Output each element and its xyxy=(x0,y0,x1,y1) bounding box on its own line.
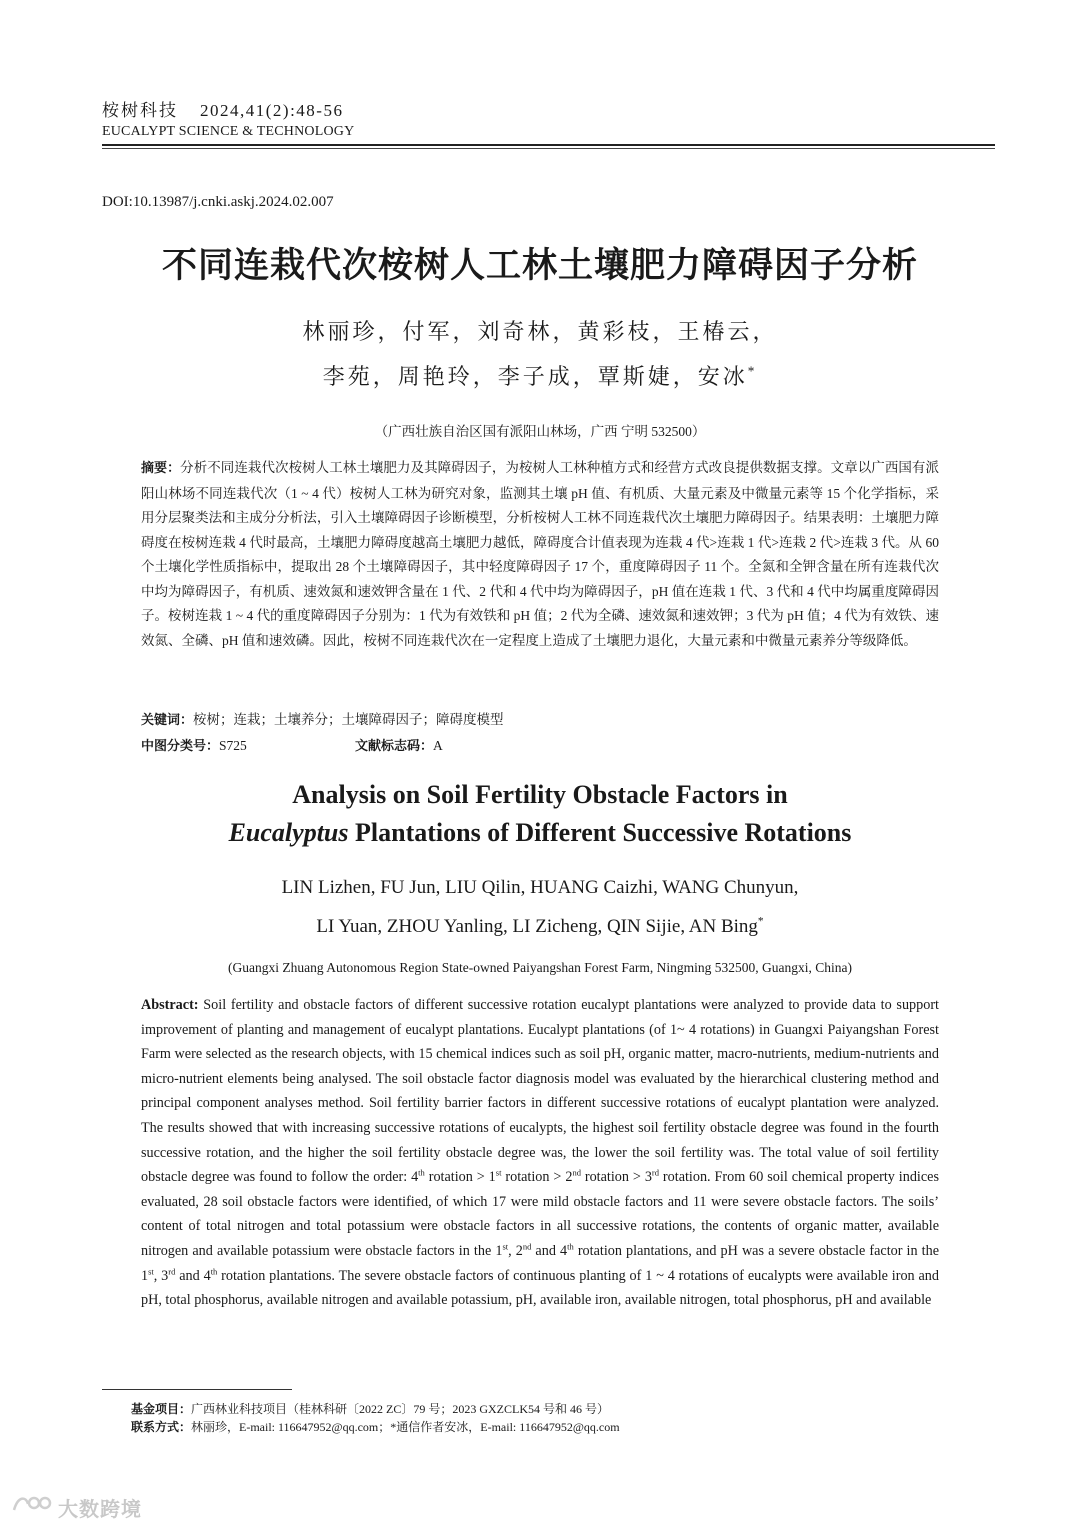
abstract-cn xyxy=(141,456,939,653)
ordinal-suffix: st xyxy=(502,1241,509,1252)
abstract-en-part: rotation > 3 xyxy=(580,1169,652,1186)
contact-text: 林丽珍，E-mail: 116647952@qq.com；*通信作者安冰，E-mail: 116647952@qq.com xyxy=(191,1420,620,1434)
abstract-en-part: rotation > 2 xyxy=(501,1169,573,1186)
abstract-en-part: , 2 xyxy=(508,1242,523,1259)
classification-number xyxy=(141,735,247,758)
authors-cn-line2-text: 李苑，周艳玲，李子成，覃斯婕，安冰 xyxy=(322,364,748,389)
abstract-en-part: , 3 xyxy=(153,1267,169,1284)
ordinal-suffix: nd xyxy=(522,1241,532,1252)
abstract-en-part: and 4 xyxy=(531,1242,568,1259)
abstract-en-part: Soil fertility and obstacle factors of different successive rotation eucalypt plantations were analyzed to provide data to support improvement of planting and management of eucalypt plantations. Eucalypt plantations (of 1~ 4 rotations) in Guangxi Paiyangshan Forest Farm were selected as the research objects, with 15 chemical indices such as soil pH, organic matter, macro-nutrients, medium-nutrients and micro-nutrient elements being analysed. The soil obstacle factor diagnosis model was evaluated by the hierarchical clustering method and principal component analyses method. Soil fertility barrier factors in different successive rotations of eucalypt plantation were analyzed. The results showed that with increasing successive rotations of eucalypts, the highest soil fertility obstacle degree was found in the fourth successive rotation, and the higher the soil fertility obstacle degree was, the lower the soil fertility was. The total value of soil fertility obstacle degree was found to follow the order: 4 xyxy=(141,997,939,1186)
classification-value: S725 xyxy=(219,738,247,753)
abstract-en-part: rotation > 1 xyxy=(424,1169,496,1186)
abstract-en xyxy=(141,993,939,1313)
contact-label: 联系方式： xyxy=(131,1420,192,1434)
funding-label: 基金项目： xyxy=(131,1402,192,1416)
affiliation-cn: （广西壮族自治区国有派阳山林场，广西 宁明 532500） xyxy=(374,424,706,439)
journal-volume: 2024,41(2):48-56 xyxy=(200,101,344,120)
watermark xyxy=(12,1490,152,1520)
journal-header xyxy=(102,100,995,141)
watermark-logo-icon xyxy=(12,1492,52,1516)
ordinal-suffix: th xyxy=(567,1241,574,1252)
document-code xyxy=(355,735,443,758)
ordinal-suffix: nd xyxy=(572,1167,581,1178)
ordinal-suffix: rd xyxy=(168,1265,176,1276)
footnote-funding xyxy=(131,1401,609,1418)
authors-en-line2 xyxy=(0,916,1080,938)
abstract-en-label: Abstract: xyxy=(141,997,199,1013)
header-rule-thick xyxy=(102,144,995,146)
header-rule-thin xyxy=(102,148,995,149)
authors-en-line2-text: LI Yuan, ZHOU Yanling, LI Zicheng, QIN Sijie, AN Bing xyxy=(316,916,758,937)
abstract-en-part: rotation plantations, and pH was a severe obstacle factor in the 1 xyxy=(141,1242,939,1284)
authors-en-line1: LIN Lizhen, FU Jun, LIU Qilin, HUANG Caizhi, WANG Chunyun, xyxy=(281,877,799,898)
funding-text: 广西林业科技项目（桂林科研〔2022 ZC〕79 号；2023 GXZCLK54 号和 46 号） xyxy=(191,1402,610,1416)
ordinal-suffix: st xyxy=(495,1167,502,1178)
paper-title-en-line1: Analysis on Soil Fertility Obstacle Factors in xyxy=(292,780,788,809)
authors-cn-line2 xyxy=(0,360,1080,391)
ordinal-suffix: st xyxy=(148,1265,154,1276)
footnote-divider xyxy=(102,1389,292,1390)
paper-title-en-genus: Eucalyptus xyxy=(228,818,349,847)
paper-title-en-line2-rest: Plantations of Different Successive Rotations xyxy=(348,818,852,847)
authors-cn-line1: 林丽珍，付军，刘奇林，黄彩枝，王椿云， xyxy=(302,319,778,344)
ordinal-suffix: th xyxy=(210,1265,218,1276)
keywords-cn-text: 桉树；连栽；土壤养分；土壤障碍因子；障碍度模型 xyxy=(193,712,504,727)
document-code-value: A xyxy=(433,738,443,753)
journal-name-en: EUCALYPT SCIENCE & TECHNOLOGY xyxy=(102,124,355,139)
abstract-en-part: rotation. From 60 soil chemical property indices evaluated, 28 soil obstacle factors were identified, of which 17 were mild obstacle factors and 11 were severe obstacle factors. The soils’ content of total nitrogen and total potassium were obstacle factors in all successive rotations, the contents of organic matter, available nitrogen and available potassium were obstacle factors in the 1 xyxy=(141,1169,939,1259)
corresponding-author-mark-en: * xyxy=(757,915,764,928)
keywords-cn-label: 关键词： xyxy=(141,713,194,728)
ordinal-suffix: th xyxy=(418,1167,425,1178)
journal-title-cn: 桉树科技 xyxy=(102,101,178,120)
classification-label: 中图分类号： xyxy=(141,739,220,754)
footnote-contact xyxy=(131,1419,620,1436)
abstract-en-part: rotation plantations. The severe obstacle factors of continuous planting of 1 ~ 4 rotations of eucalypts were available iron and pH, total phosphorus, available nitrogen and available potassium, pH, available iron, available nitrogen, total phosphorus, pH and available xyxy=(141,1267,939,1309)
affiliation-en: (Guangxi Zhuang Autonomous Region State-owned Paiyangshan Forest Farm, Ningming 532500, Guangxi, China) xyxy=(228,960,852,975)
document-code-label: 文献标志码： xyxy=(355,739,434,754)
keywords-cn xyxy=(141,709,504,732)
ordinal-suffix: rd xyxy=(651,1167,660,1178)
watermark-text: 大数跨境 xyxy=(58,1497,142,1521)
abstract-cn-text: 分析不同连栽代次桉树人工林土壤肥力及其障碍因子，为桉树人工林种植方式和经营方式改良提供数据支撑。文章以广西国有派阳山林场不同连栽代次（1 ~ 4 代）桉树人工林为研究对象，监测其土壤 pH 值、有机质、大量元素及中微量元素等 15 个化学指标，采用分层聚类法和主成分分析法，引入土壤障碍因子诊断模型，分析桉树人工林不同连栽代次土壤肥力障碍因子。结果表明：土壤肥力障碍度在桉树连栽 4 代时最高，土壤肥力障碍度越高土壤肥力越低，障碍度合计值表现为连栽 4 代>连栽 1 代>连栽 2 代>连栽 3 代。从 60 个土壤化学性质指标中，提取出 28 个土壤障碍因子，其中轻度障碍因子 17 个，重度障碍因子 11 个。全氮和全钾含量在所有连栽代次中均为障碍因子，有机质、速效氮和速效钾含量在 1 代、2 代和 4 代中均为障碍因子，pH 值在连栽 1 代、3 代和 4 代中均属重度障碍因子。桉树连栽 1 ~ 4 代的重度障碍因子分别为：1 代为有效铁和 pH 值；2 代为全磷、速效氮和速效钾；3 代为 pH 值；4 代为有效铁、速效氮、全磷、pH 值和速效磷。因此，桉树不同连栽代次在一定程度上造成了土壤肥力退化，大量元素和中微量元素养分等级降低。 xyxy=(141,460,939,648)
paper-title-en-line2 xyxy=(0,818,1080,848)
abstract-cn-label: 摘要： xyxy=(141,461,181,476)
corresponding-author-mark: * xyxy=(747,363,758,379)
journal-name-cn xyxy=(102,100,995,122)
paper-title-cn: 不同连栽代次桉树人工林土壤肥力障碍因子分析 xyxy=(161,246,918,286)
doi: DOI:10.13987/j.cnki.askj.2024.02.007 xyxy=(102,194,334,210)
abstract-en-part: and 4 xyxy=(175,1267,211,1284)
